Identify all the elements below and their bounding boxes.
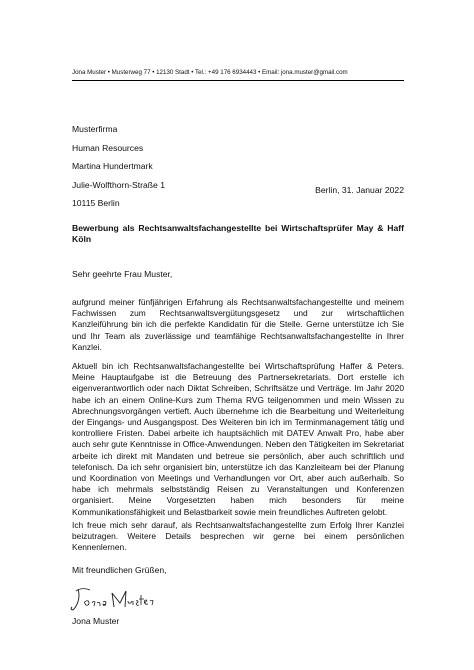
recipient-contact: Martina Hundertmark [72,161,153,171]
recipient-address-block [72,120,165,213]
body-paragraph-experience: Aktuell bin ich Rechtsanwaltsfachangestellte bei Wirtschaftsprüfung Haffer & Peters. Meine Hauptaufgabe ist die Betreuung des Partnersekretariats. Dort erstelle ich eigenverantwortlich oder nach Diktat Schreiben, Schriftsätze und Verträge. Im Jahr 2020 habe ich an einem Online-Kurs zum Thema RVG teilgenommen und mein Wissen zu Abrechnungsvorgängen vertieft. Auch übernehme ich die Bearbeitung und Weiterleitung der Eingangs- und Ausgangspost. Des Weiteren bin ich im Terminmanagement tätig und kontrolliere Fristen. Dabei arbeite ich hauptsächlich mit DATEV Anwalt Pro, habe aber auch sehr gute Kenntnisse in Office-Anwendungen. Neben den Tätigkeiten im Sekretariat arbeite ich direkt mit Mandaten und betreue sie persönlich, aber auch schriftlich und telefonisch. Da ich sehr organisiert bin, unterstütze ich das Kanzleiteam bei der Planung und Koordination von Meetings und Verhandlungen vor Ort, aber auch außerhalb. So habe ich mehrmals selbstständig Reisen zu Veranstaltungen und Konferenzen organisiert. Meine Vorgesetzten haben mich besonders für meine Kommunikationsfähigkeit und Belastbarkeit sowie mein freundliches Auftreten gelobt. [72,361,404,517]
recipient-city: 10115 Berlin [72,198,120,208]
recipient-street: Julie-Wolfthorn-Straße 1 [72,179,165,190]
sender-header-line: Jona Muster • Musterweg 77 • 12130 Stadt • Tel.: +49 176 6934443 • Email: jona.muster@gmail.com [72,69,348,76]
header-divider [72,80,404,81]
body-paragraph-intro: aufgrund meiner fünfjährigen Erfahrung als Rechtsanwaltsfachangestellte und meinem Fachwissen zum Rechtsanwaltsvergütungsgesetz und zur wirtschaftlichen Kanzleiführung bin ich die perfekte Kandidatin für die Stelle. Gerne unterstütze ich Sie und Ihr Team als zuverlässige und teamfähige Rechtsanwaltsfachangestellte in Ihrer Kanzlei. [72,297,404,352]
salutation: Sehr geehrte Frau Muster, [72,269,173,279]
recipient-department: Human Resources [72,142,144,153]
letter-date: Berlin, 31. Januar 2022 [315,185,404,195]
closing-phrase: Mit freundlichen Grüßen, [72,565,167,575]
signer-name: Jona Muster [72,616,120,626]
handwritten-signature [70,585,160,613]
body-paragraph-outro: Ich freue mich sehr darauf, als Rechtsanwaltsfachangestellte zum Erfolg Ihrer Kanzlei beizutragen. Weitere Details besprechen wir gerne bei einem persönlichen Kennenlernen. [72,520,404,553]
recipient-company: Musterfirma [72,124,118,134]
letter-subject: Bewerbung als Rechtsanwaltsfachangestellte bei Wirtschaftsprüfer May & Haff Köln [72,223,404,244]
